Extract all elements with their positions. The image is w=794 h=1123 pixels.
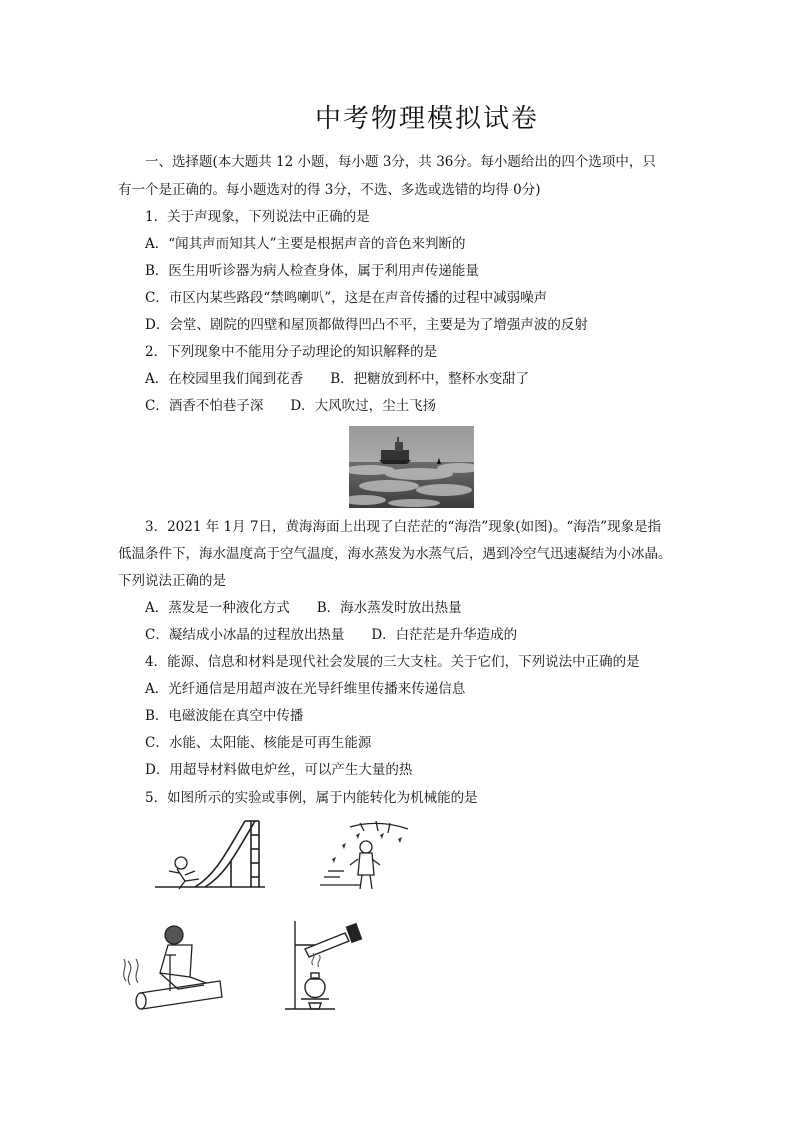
q1-option-c: C．市区内某些路段“禁鸣喇叭”，这是在声音传播的过程中减弱噪声: [145, 290, 548, 306]
slide-image: [155, 815, 265, 897]
steam-experiment-illustration: [275, 915, 370, 1015]
q4-option-c: C．水能、太阳能、核能是可再生能源: [145, 735, 372, 751]
q5-stem: 5．如图所示的实验或事例，属于内能转化为机械能的是: [145, 790, 478, 806]
fire-drill-image: [120, 915, 230, 1015]
q4-option-b: B．电磁波能在真空中传播: [145, 708, 304, 724]
q3-stem-line-1: 3．2021 年 1月 7日，黄海海面上出现了白茫茫的“海浩”现象(如图)。“海浩”现象是指: [145, 519, 662, 535]
child-figure: [169, 857, 199, 889]
q4-option-d: D．用超导材料做电炉丝，可以产生大量的热: [145, 762, 413, 778]
q4-stem: 4．能源、信息和材料是现代社会发展的三大支柱。关于它们，下列说法中正确的是: [145, 654, 640, 670]
person-figure: [350, 841, 380, 889]
page-title: 中考物理模拟试卷: [314, 104, 539, 134]
q3-stem-line-2: 低温条件下，海水温度高于空气温度，海水蒸发为水蒸气后，遇到冷空气迅速凝结为小冰晶。: [118, 546, 672, 562]
wind-leaves-image: [320, 815, 410, 897]
sea-fog-image: [349, 426, 474, 508]
q3-options-ab: A．蒸发是一种液化方式 B．海水蒸发时放出热量: [145, 600, 462, 616]
slide-illustration: [155, 815, 265, 897]
q3-stem-line-3: 下列说法正确的是: [118, 573, 226, 589]
sea-fog-photo: [349, 426, 474, 508]
q1-option-b: B．医生用听诊器为病人检查身体，属于利用声传递能量: [145, 263, 479, 279]
section-header-line-1: 一、选择题(本大题共 12 小题，每小题 3分，共 36分。每小题给出的四个选项中，只: [145, 154, 656, 170]
steam-experiment-image: [275, 915, 370, 1015]
q1-stem: 1．关于声现象，下列说法中正确的是: [145, 209, 370, 225]
q3-options-cd: C．凝结成小冰晶的过程放出热量 D．白茫茫是升华造成的: [145, 627, 518, 643]
fire-drill-illustration: [120, 915, 230, 1015]
q1-option-d: D．会堂、剧院的四壁和屋顶都做得凹凸不平，主要是为了增强声波的反射: [145, 317, 588, 333]
q4-option-a: A．光纤通信是用超声波在光导纤维里传播来传递信息: [145, 681, 466, 697]
q2-options-ab: A．在校园里我们闻到花香 B．把糖放到杯中，整杯水变甜了: [145, 371, 530, 387]
section-header-line-2: 有一个是正确的。每小题选对的得 3分，不选、多选或选错的均得 0分): [118, 182, 541, 198]
q1-option-a: A．“闻其声而知其人”主要是根据声音的音色来判断的: [145, 236, 466, 252]
q2-stem: 2．下列现象中不能用分子动理论的知识解释的是: [145, 344, 438, 360]
wind-leaves-illustration: [320, 815, 410, 897]
q2-options-cd: C．酒香不怕巷子深 D．大风吹过，尘土飞扬: [145, 398, 437, 414]
